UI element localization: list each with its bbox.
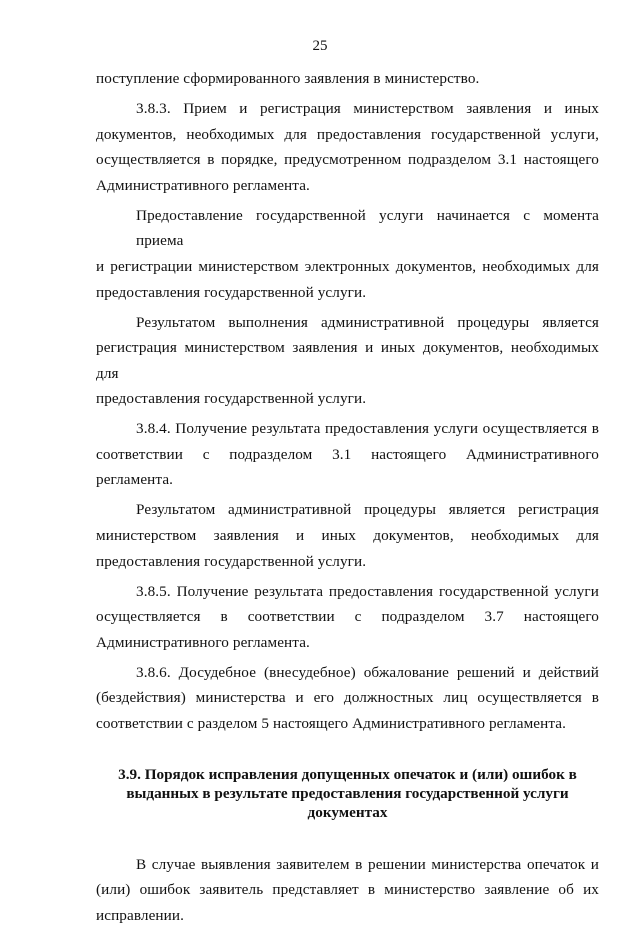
text-line: Административного регламента. [96, 633, 310, 651]
text-line: соответствии с разделом 5 настоящего Административного регламента. [96, 714, 567, 732]
paragraph-3-8-5 [96, 579, 599, 656]
text-line: соответствии с подразделом 3.1 настоящего Административного регламента. [96, 445, 599, 489]
text-line: 3.8.4. Получение результата предоставления услуги осуществляется в [136, 420, 599, 438]
paragraph-3-8-4 [96, 416, 599, 493]
paragraph-correction-request [96, 852, 599, 929]
text-line: и регистрации министерством электронных документов, необходимых для [96, 257, 599, 275]
text-line: В случае выявления заявителем в решении министерства опечаток и [136, 855, 599, 873]
text-line: 3.8.3. Прием и регистрация министерством заявления и иных [136, 99, 599, 117]
text-line: (бездействия) министерства и его должностных лиц осуществляется в [96, 689, 599, 707]
text-line: предоставления государственной услуги. [96, 552, 367, 570]
text-line: осуществляется в порядке, предусмотренном подразделом 3.1 настоящего [96, 151, 599, 169]
text-line: поступление сформированного заявления в министерство. [96, 70, 480, 87]
paragraph-3-8-3 [96, 96, 599, 198]
text-line: (или) ошибок заявитель представляет в министерство заявление об их [96, 881, 599, 899]
text-line: Предоставление государственной услуги начинается с момента приема [136, 206, 599, 250]
text-line: Результатом выполнения административной процедуры является [136, 313, 599, 331]
heading-line: документах [307, 803, 388, 821]
paragraph-result-procedure [96, 310, 599, 412]
heading-line: 3.9. Порядок исправления допущенных опечаток и (или) ошибок в [118, 765, 577, 783]
page-number: 25 [312, 38, 328, 54]
text-line: министерством заявления и иных документов, необходимых для [96, 527, 599, 545]
paragraph-service-start [96, 203, 599, 305]
text-line: Административного регламента. [96, 176, 310, 194]
paragraph-result-registration [96, 497, 599, 574]
text-line: предоставления государственной услуги. [96, 283, 367, 301]
document-body [96, 66, 599, 933]
text-line: 3.8.5. Получение результата предоставления государственной услуги [136, 582, 599, 600]
paragraph-continuation [96, 66, 599, 92]
text-line: осуществляется в соответствии с подразделом 3.7 настоящего [96, 608, 599, 626]
text-line: предоставления государственной услуги. [96, 390, 367, 408]
text-line: документов, необходимых для предоставления государственной услуги, [96, 125, 599, 143]
text-line: регистрация министерством заявления и иных документов, необходимых для [96, 339, 599, 382]
text-line: Результатом административной процедуры является регистрация [136, 501, 599, 519]
text-line: исправлении. [96, 906, 185, 924]
heading-line: выданных в результате предоставления государственной услуги [126, 784, 569, 802]
text-line: 3.8.6. Досудебное (внесудебное) обжалование решений и действий [136, 663, 599, 681]
paragraph-3-8-6 [96, 660, 599, 737]
section-heading-3-9 [96, 765, 599, 822]
